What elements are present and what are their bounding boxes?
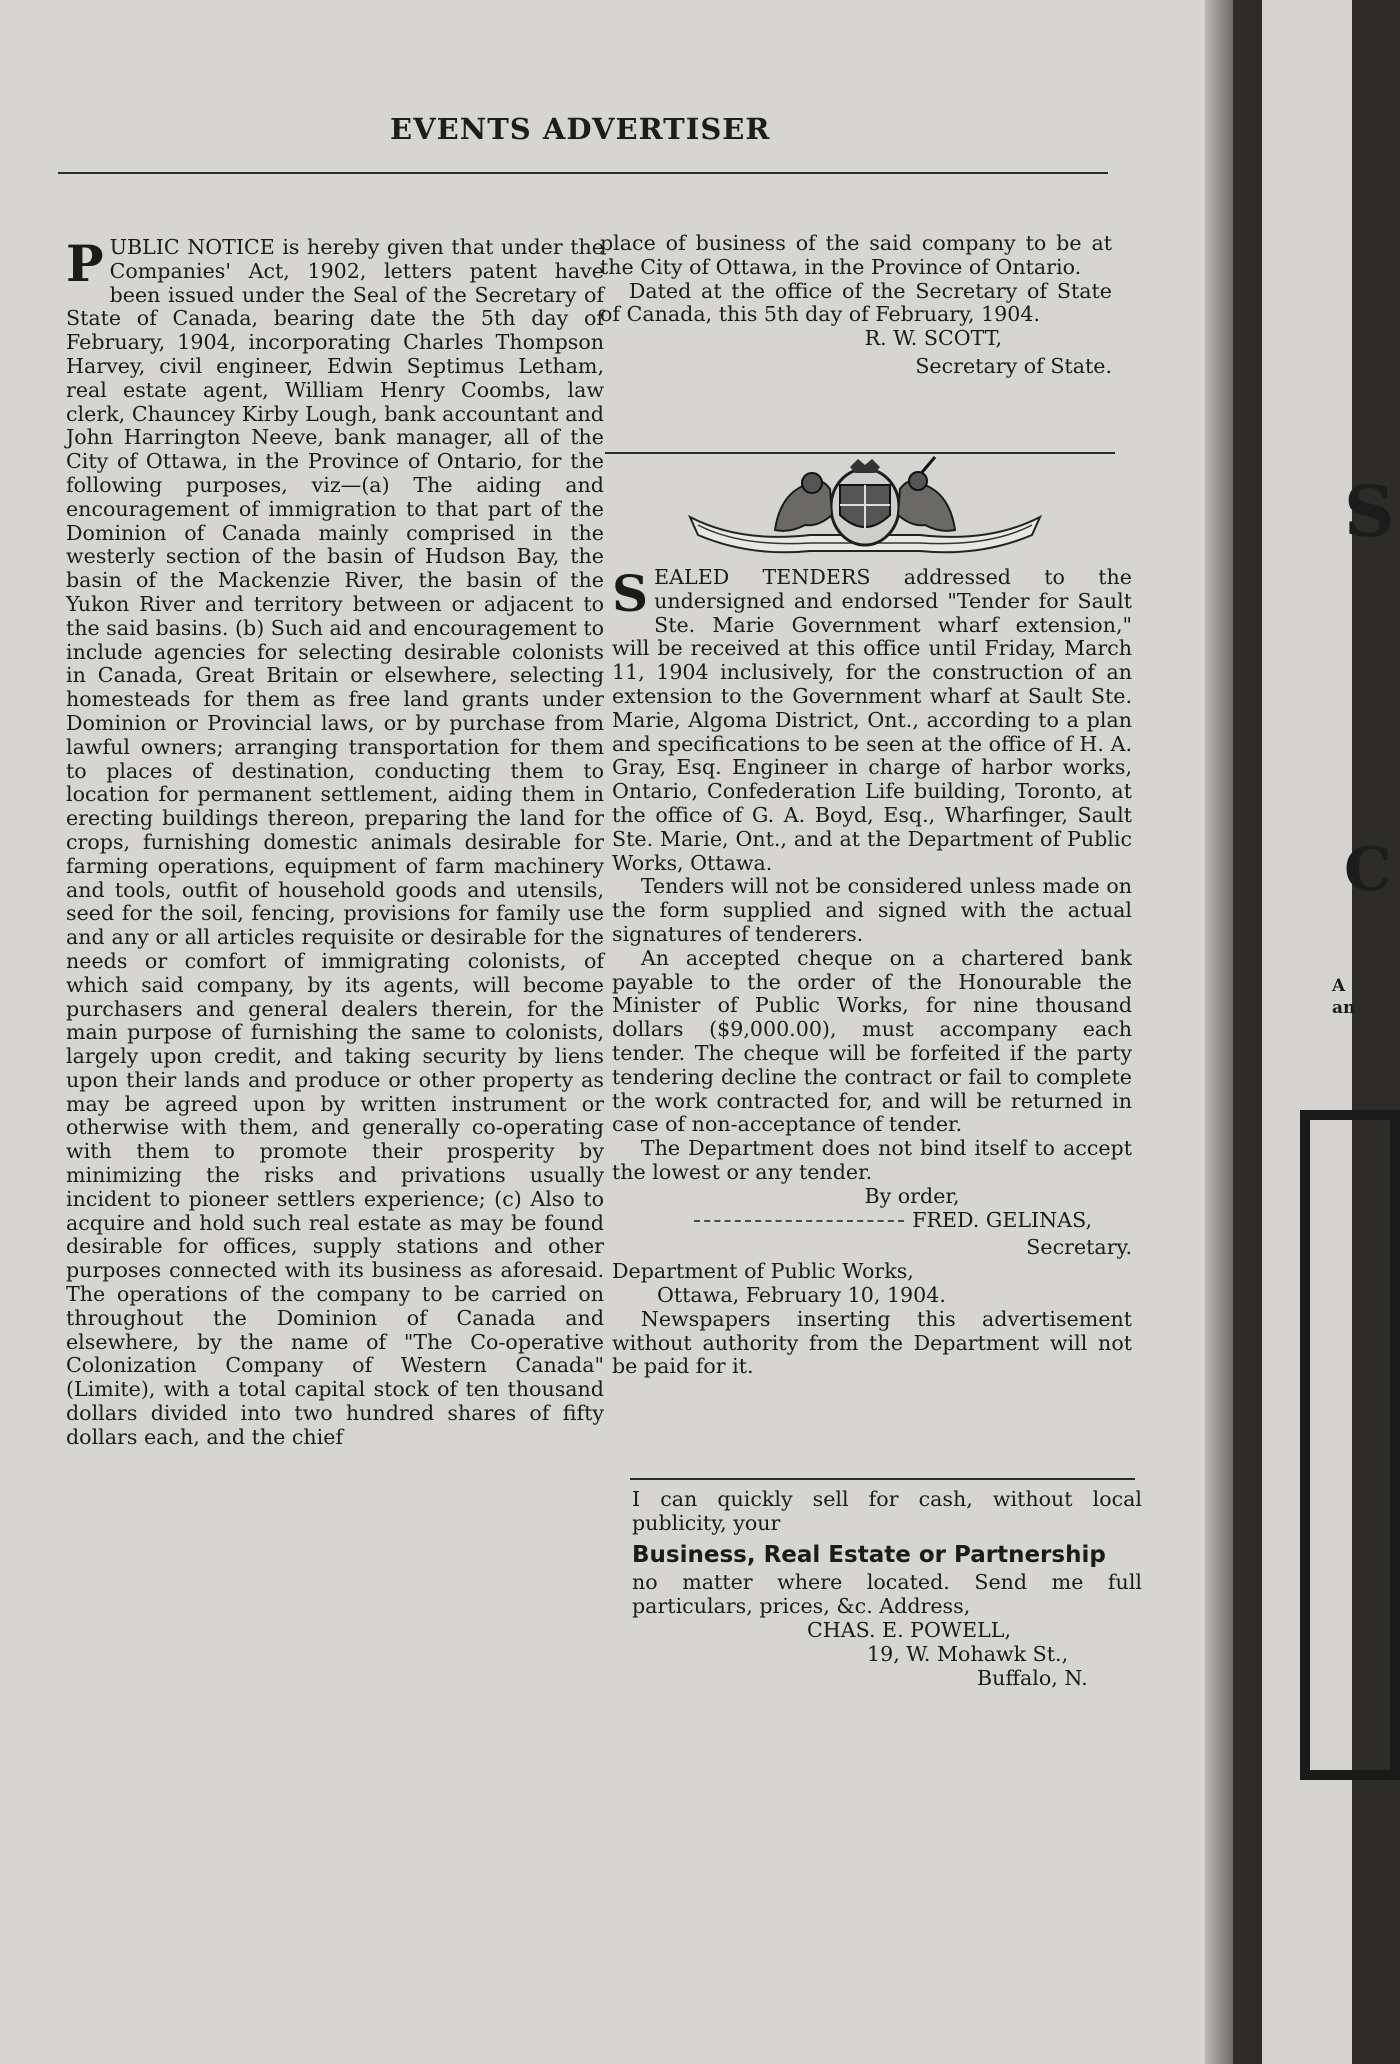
continuation-text: place of business of the said company to be at the City of Ottawa, in the Province of Ontario. (600, 231, 1112, 279)
powell-street: 19, W. Mohawk St., (867, 1641, 1069, 1666)
header-rule (58, 172, 1108, 174)
page-gutter-shadow (1205, 0, 1233, 2064)
powell-headline: Business, Real Estate or Partnership (632, 1541, 1106, 1568)
dash-rule (694, 1220, 904, 1222)
department-line: Department of Public Works, (612, 1259, 914, 1284)
public-notice-text: UBLIC NOTICE is hereby given that under the Companies' Act, 1902, letters patent have been issued under the Seal of the Secretary of State of Canada, bearing date the 5th day of February, 1904, incorporating Charles Thompson Harvey, civil engineer, Edwin Septimus Letham, real estate agent, William Henry Coombs, law clerk, Chauncey Kirby Lough, bank accountant and John Harrington Neeve, bank manager, all of the City of Ottawa, in the Province of Ontario, for the following purposes, viz—(a) The aiding and encouragement of immigration to that part of the Dominion of Canada mainly comprised in the westerly section of the basin of Hudson Bay, the basin of the Mackenzie River, the basin of the Yukon River and territory between or adjacent to the said basins. (b) Such aid and encouragement to include agencies for selecting desirable colonists in Canada, Great Britain or elsewhere, selecting homesteads for them as free land grants under Dominion or Provincial laws, or by purchase from lawful owners; arranging transportation for them to places of destination, conducting them to location for permanent settlement, aiding them in erecting buildings thereon, preparing the land for crops, furnishing domestic animals desirable for farming operations, equipment of farm machinery and tools, outfit of household goods and utensils, seed for the soil, fencing, provisions for family use and any or all articles requisite or desirable for the needs or comfort of immigrating colonists, of which said company, by its agents, will become purchasers and general dealers therein, for the main purpose of furnishing the same to colonists, largely upon credit, and taking security by liens upon their lands and produce or other property as may be agreed upon by written instrument or otherwise with them, and generally co-operating with them to promote their prosperity by minimizing the risks and privations usually incident to pioneer settlers experience; (c) Also to acquire and hold such real estate as may be found desirable for offices, supply stations and other purposes connected with its business as aforesaid. The operations of the company to be carried on throughout the Dominion of Canada and elsewhere, by the name of "The Co-operative Colonization Company of Western Canada" (Limite), with a total capital stock of ten thousand dollars divided into two hundred shares of fifty dollars each, and the chief (66, 235, 604, 1449)
tenders-drop-cap: S (612, 564, 649, 623)
rule-before-powell (630, 1478, 1135, 1480)
scott-signature: R. W. SCOTT, (864, 326, 1002, 351)
adjacent-text-fragment (1332, 975, 1355, 1019)
adjacent-fragment-a: A (1332, 976, 1346, 996)
by-order-line: By order, (864, 1183, 960, 1208)
adjacent-letter-s: S (1344, 470, 1395, 553)
public-notice-column (66, 236, 604, 1450)
page-header-title: EVENTS ADVERTISER (390, 112, 771, 146)
coat-of-arms-icon (680, 455, 1050, 565)
newspapers-note: Newspapers inserting this advertisement without authority from the Department will not be paid for it. (612, 1306, 1132, 1379)
powell-body: no matter where located. Send me full particulars, prices, &c. Address, (632, 1570, 1142, 1619)
sealed-tenders-notice (612, 566, 1132, 1379)
adjacent-fragment-an: an (1332, 998, 1356, 1018)
powell-advertisement (632, 1488, 1142, 1690)
powell-city: Buffalo, N. (977, 1665, 1088, 1690)
tenders-para-department: The Department does not bind itself to accept the lowest or any tender. (612, 1136, 1132, 1184)
public-notice-continuation (600, 232, 1112, 379)
dated-line: Dated at the office of the Secretary of State of Canada, this 5th day of February, 1904. (600, 278, 1112, 327)
tenders-para-form: Tenders will not be considered unless made on the form supplied and signed with the actual signatures of tenderers. (612, 874, 1132, 946)
tenders-para-cheque: An accepted cheque on a chartered bank payable to the order of the Honourable the Minister of Public Works, for nine thousand dollars ($9,000.00), must accompany each tender. The cheque will be forfeited if the party tendering decline the contract or fail to complete the work contracted for, and will be returned in case of non-acceptance of tender. (612, 945, 1132, 1137)
tenders-lead-text: EALED TENDERS addressed to the undersigned and endorsed "Tender for Sault Ste. Marie Government wharf extension," will be received at this office until Friday, March 11, 1904 inclusively, for the construction of an extension to the Government wharf at Sault Ste. Marie, Algoma District, Ont., according to a plan and specifications to be seen at the office of H. A. Gray, Esq. Engineer in charge of harbor works, Ontario, Confederation Life building, Toronto, at the office of G. A. Boyd, Esq., Wharfinger, Sault Ste. Marie, Ont., and at the Department of Public Works, Ottawa. (612, 565, 1132, 875)
public-notice-drop-cap: P (66, 234, 104, 293)
adjacent-page-fragment (1262, 0, 1395, 2064)
scott-title: Secretary of State. (915, 353, 1112, 378)
adjacent-letter-c: C (1344, 835, 1392, 905)
gelinas-title: Secretary. (1026, 1235, 1132, 1260)
rule-after-notice (605, 452, 1115, 454)
adjacent-ad-frame (1300, 1110, 1400, 1780)
powell-name: CHAS. E. POWELL, (807, 1617, 1012, 1642)
powell-intro: I can quickly sell for cash, without local publicity, your (632, 1487, 1142, 1535)
gelinas-signature: FRED. GELINAS, (912, 1207, 1092, 1232)
place-date-line: Ottawa, February 10, 1904. (657, 1282, 946, 1307)
